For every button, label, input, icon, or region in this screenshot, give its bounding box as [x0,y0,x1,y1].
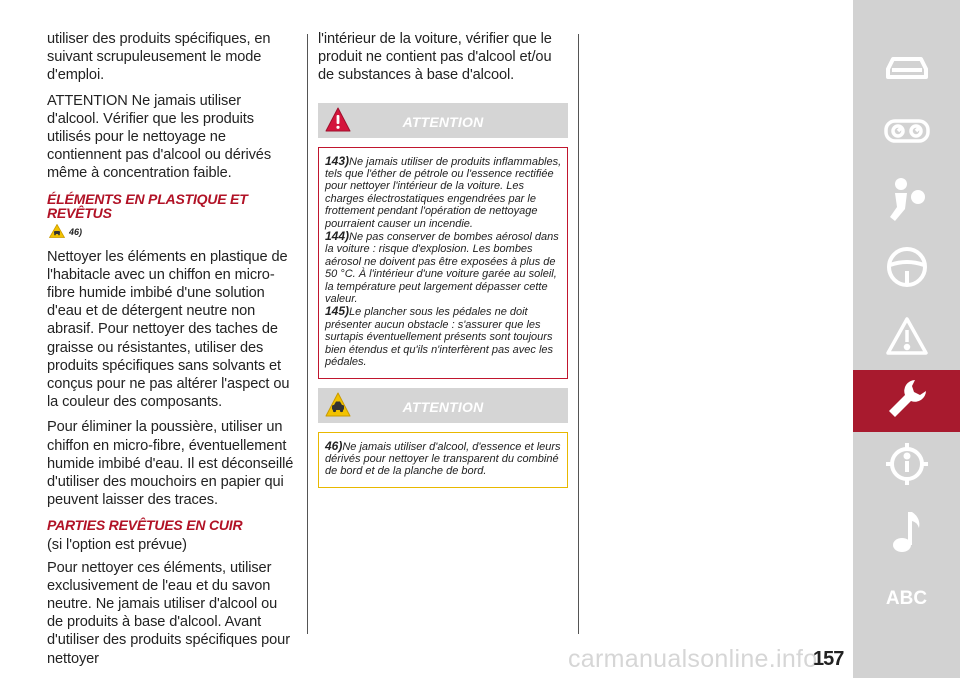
note-text: Ne jamais utiliser d'alcool, d'essence et leurs dérivés pour nettoyer le transparent du combiné de bord et de la planche de bord. [325,440,561,478]
caution-box [318,432,568,488]
note-text: Le plancher sous les pédales ne doit présenter aucun obstacle : s'assurer que les surtapis éventuellement présents sont toujours bien étendus et qu'ils n'interfèrent pas avec les pédales. [325,306,554,369]
paragraph: Nettoyer les éléments en plastique de l'habitacle avec un chiffon en micro-fibre humide imbibé d'une solution d'eau et de détergent neutre non abrasif. Pour nettoyer des taches de graisse ou résistantes, utiliser des produits spécifiques sans solvants et conçus pour ne pas altérer l'aspect ou la couleur des composants. [47,248,290,411]
paragraph: Pour nettoyer ces éléments, utiliser exclusivement de l'eau et du savon neutre. Ne jamais utiliser d'alcool ou de produits à base d'alcool. Avant d'utiliser des produits spécifiques pour nettoyer [47,559,290,667]
sidebar-item-warning[interactable] [853,312,960,364]
sidebar-item-dashboard[interactable] [853,110,960,156]
reference-number: 46) [69,226,83,237]
sidebar-item-maintenance[interactable] [853,370,960,432]
airbag-safety-icon [885,177,929,228]
warning-note [325,230,562,305]
wrench-icon [885,377,929,426]
note-text: Ne jamais utiliser de produits inflammables, tels que l'éther de pétrole ou l'essence rectifiée pour nettoyer l'intérieur de la voiture. Les charges électrostatiques engendrées par le frottement pendant l'opération de nettoyage pourraient causer un incendie. [325,155,562,230]
section-heading-leather: PARTIES REVÊTUES EN CUIR [47,517,243,534]
note-number: 143) [325,153,350,168]
column-divider-right [578,34,579,634]
info-gear-icon [884,441,930,492]
music-note-icon [891,508,923,559]
paragraph: (si l'option est prévue) [47,537,187,554]
note-number: 46) [325,438,343,453]
steering-wheel-icon [885,245,929,294]
watermark: carmanualsonline.info [568,645,818,673]
middle-column [318,30,568,488]
warning-note [325,155,562,230]
caution-box-header [318,388,568,423]
car-icon [884,53,930,88]
chapter-sidebar [853,0,960,678]
sidebar-item-safety[interactable] [853,175,960,230]
note-number: 145) [325,304,350,319]
left-column [47,30,296,675]
paragraph: ATTENTION Ne jamais utiliser d'alcool. Vérifier que les produits utilisés pour le nettoyage ne contiennent pas d'alcool ou dérivés même à concentration faible. [47,92,272,182]
sidebar-item-steering[interactable] [853,243,960,295]
caution-reference[interactable] [49,224,296,240]
caution-note [325,440,562,478]
paragraph: Pour éliminer la poussière, utiliser un chiffon en micro-fibre, éventuellement humide imbibé d'eau. Il est déconseillé d'utiliser des mouchoirs en papier qui peuvent laisser des traces. [47,419,294,509]
paragraph: utiliser des produits spécifiques, en suivant scrupuleusement le mode d'emploi. [47,31,271,84]
column-divider-left [307,34,308,634]
note-number: 144) [325,229,350,244]
warning-box-header [318,103,568,138]
caution-box-title: ATTENTION [402,398,484,415]
sidebar-item-multimedia[interactable] [853,505,960,561]
sidebar-item-car[interactable] [853,47,960,93]
warning-box-title: ATTENTION [402,113,484,130]
caution-car-icon [49,224,65,240]
warning-note [325,305,562,368]
page-number: 157 [813,648,844,670]
section-heading-plastic: ÉLÉMENTS EN PLASTIQUE ET REVÊTUS [47,190,248,221]
sidebar-item-index[interactable] [853,582,960,616]
sidebar-item-technical[interactable] [853,438,960,494]
abc-icon: ABC [885,588,928,609]
warning-triangle-icon [885,316,929,361]
paragraph: l'intérieur de la voiture, vérifier que le produit ne contient pas d'alcool et/ou de substances à base d'alcool. [318,31,552,84]
note-text: Ne pas conserver de bombes aérosol dans la voiture : risque d'explosion. Les bombes aérosol ne doivent pas être exposées à plus de 50 °C. À l'intérieur d'une voiture garée au soleil, la température peut largement dépasser cette valeur. [325,231,559,306]
dashboard-icon [883,117,931,150]
warning-box [318,147,568,379]
